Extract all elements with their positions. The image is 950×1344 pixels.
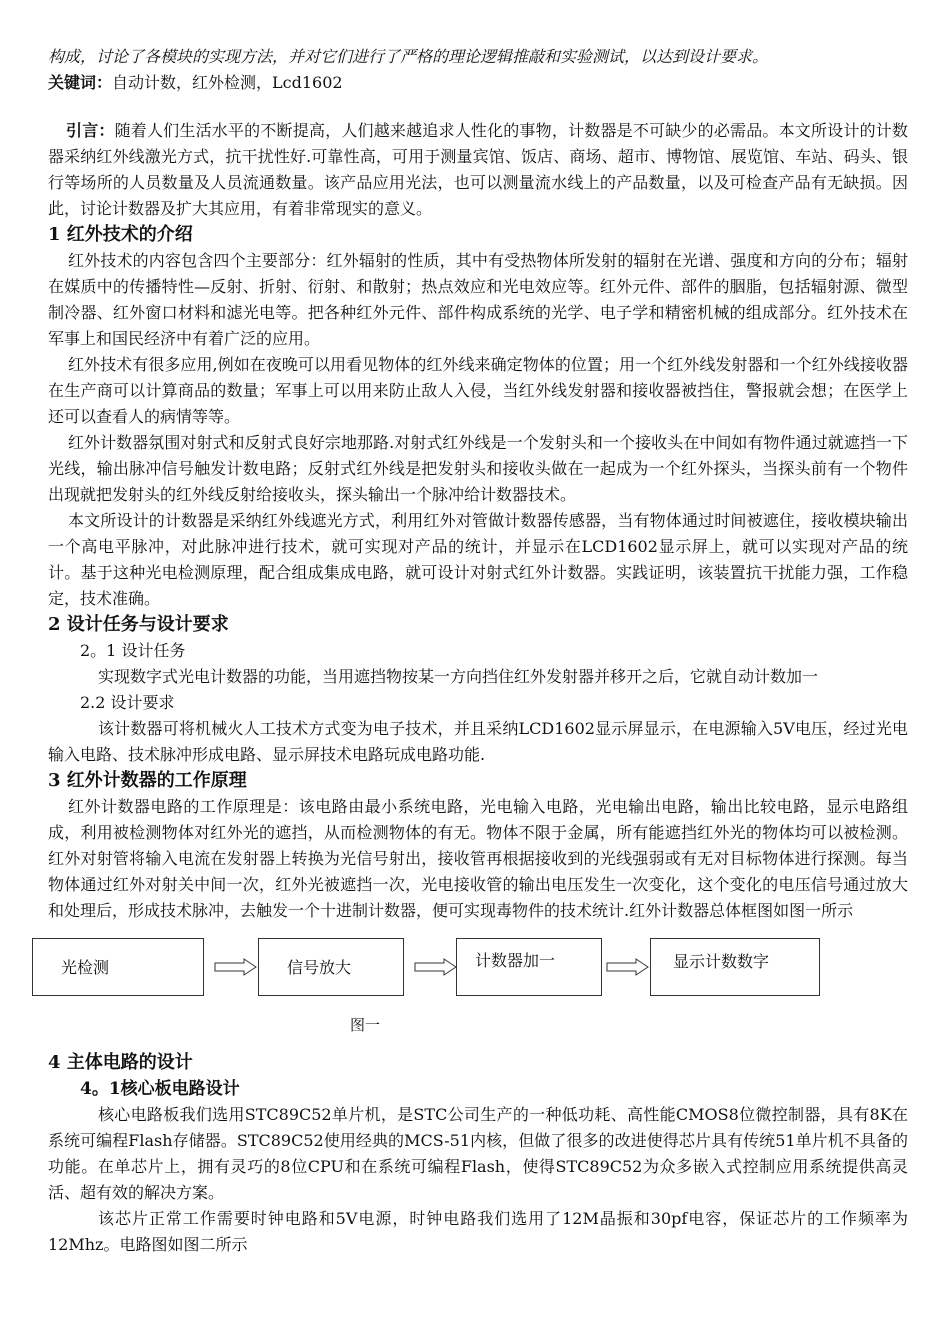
section-2-1-heading: 2。1 设计任务 [80,641,186,660]
section-1-paragraph-1: 红外技术的内容包含四个主要部分：红外辐射的性质，其中有受热物体所发射的辐射在光谱、强度和方向的分布；辐射在媒质中的传播特性—反射、折射、衍射、和散射；热点效应和光电效应等。红外元件、部件的胭脂，包括辐射源、微型制冷器、红外窗口材料和滤光电等。把各种红外元件、部件构成系统的光学、电子学和精密机械的组成部分。红外技术在军事上和国民经济中有着广泛的应用。 [48,251,908,348]
intro-label: 引言： [66,121,115,140]
section-1-paragraph-4: 本文所设计的计数器是采纳红外线遮光方式，利用红外对管做计数器传感器，当有物体通过时间被遮住，接收模块输出一个高电平脉冲，对此脉冲进行技术，就可实现对产品的统计，并显示在LCD1602显示屏上，就可以实现对产品的统计。基于这种光电检测原理，配合组成集成电路，就可设计对射式红外计数器。实践证明，该装置抗干扰能力强，工作稳定，技术准确。 [48,511,908,608]
arrow-right-icon [214,958,258,976]
flow-diagram [48,932,908,1050]
section-2-1-paragraph: 实现数字式光电计数器的功能，当用遮挡物按某一方向挡住红外发射器并移开之后，它就自动计数加一 [98,667,819,686]
abstract-tail: 构成，讨论了各模块的实现方法，并对它们进行了严格的理论逻辑推敲和实验测试，以达到设计要求。 [48,47,769,66]
section-2-heading: 2 设计任务与设计要求 [48,614,229,635]
keywords-text: 自动计数，红外检测，Lcd1602 [112,73,343,92]
keywords-label: 关键词： [48,73,113,92]
document-page [48,0,908,1258]
intro-paragraph [48,118,908,222]
section-1-heading: 1 红外技术的介绍 [48,224,193,245]
diagram-box-counter: 计数器加一 [456,938,602,996]
section-2-2-heading: 2.2 设计要求 [80,693,175,712]
section-4-1-paragraph-1: 核心电路板我们选用STC89C52单片机，是STC公司生产的一种低功耗、高性能CMOS8位微控制器，具有8K在系统可编程Flash存储器。STC89C52使用经典的MCS-51内核，但做了很多的改进使得芯片具有传统51单片机不具备的功能。在单芯片上，拥有灵巧的8位CPU和在系统可编程Flash，使得STC89C52为众多嵌入式控制应用系统提供高灵活、超有效的解决方案。 [48,1105,908,1202]
section-4-1-heading: 4。1核心板电路设计 [80,1079,240,1099]
figure-caption: 图一 [350,1016,381,1034]
section-4-1-paragraph-2: 该芯片正常工作需要时钟电路和5V电源，时钟电路我们选用了12M晶振和30pf电容，保证芯片的工作频率为12Mhz。电路图如图二所示 [48,1209,908,1254]
section-4-heading: 4 主体电路的设计 [48,1052,193,1073]
section-3-heading: 3 红外计数器的工作原理 [48,770,247,791]
keywords-line [48,70,908,96]
diagram-box-amplify: 信号放大 [258,938,404,996]
section-1-paragraph-3: 红外计数器氛围对射式和反射式良好宗地那路.对射式红外线是一个发射头和一个接收头在中间如有物件通过就遮挡一下光线，输出脉冲信号触发计数电路；反射式红外线是把发射头和接收头做在一起成为一个红外探头，当探头前有一个物件出现就把发射头的红外线反射给接收头，探头输出一个脉冲给计数器技术。 [48,433,908,504]
section-3-paragraph: 红外计数器电路的工作原理是：该电路由最小系统电路，光电输入电路，光电输出电路，输出比较电路，显示电路组成，利用被检测物体对红外光的遮挡，从而检测物体的有无。物体不限于金属，所有能遮挡红外光的物体均可以被检测。红外对射管将输入电流在发射器上转换为光信号射出，接收管再根据接收到的光线强弱或有无对目标物体进行探测。每当物体通过红外对射关中间一次，红外光被遮挡一次，光电接收管的输出电压发生一次变化，这个变化的电压信号通过放大和处理后，形成技术脉冲，去触发一个十进制计数器，便可实现毒物件的技术统计.红外计数器总体框图如图一所示 [48,797,908,920]
arrow-right-icon [606,958,650,976]
intro-text: 随着人们生活水平的不断提高，人们越来越追求人性化的事物，计数器是不可缺少的必需品。本文所设计的计数器采纳红外线激光方式，抗干扰性好.可靠性高，可用于测量宾馆、饭店、商场、超市、博物馆、展览馆、车站、码头、银行等场所的人员数量及人员流通数量。该产品应用光法，也可以测量流水线上的产品数量，以及可检查产品有无缺损。因此，讨论计数器及扩大其应用，有着非常现实的意义。 [48,121,908,218]
section-2-2-paragraph: 该计数器可将机械火人工技术方式变为电子技术，并且采纳LCD1602显示屏显示，在电源输入5V电压，经过光电输入电路、技术脉冲形成电路、显示屏技术电路玩成电路功能. [48,719,908,764]
diagram-box-light-detect: 光检测 [32,938,204,996]
diagram-box-display: 显示计数数字 [650,938,820,996]
section-1-paragraph-2: 红外技术有很多应用,例如在夜晚可以用看见物体的红外线来确定物体的位置；用一个红外线发射器和一个红外线接收器在生产商可以计算商品的数量；军事上可以用来防止敌人入侵，当红外线发射器和接收器被挡住，警报就会想；在医学上还可以查看人的病情等等。 [48,355,908,426]
arrow-right-icon [414,958,458,976]
